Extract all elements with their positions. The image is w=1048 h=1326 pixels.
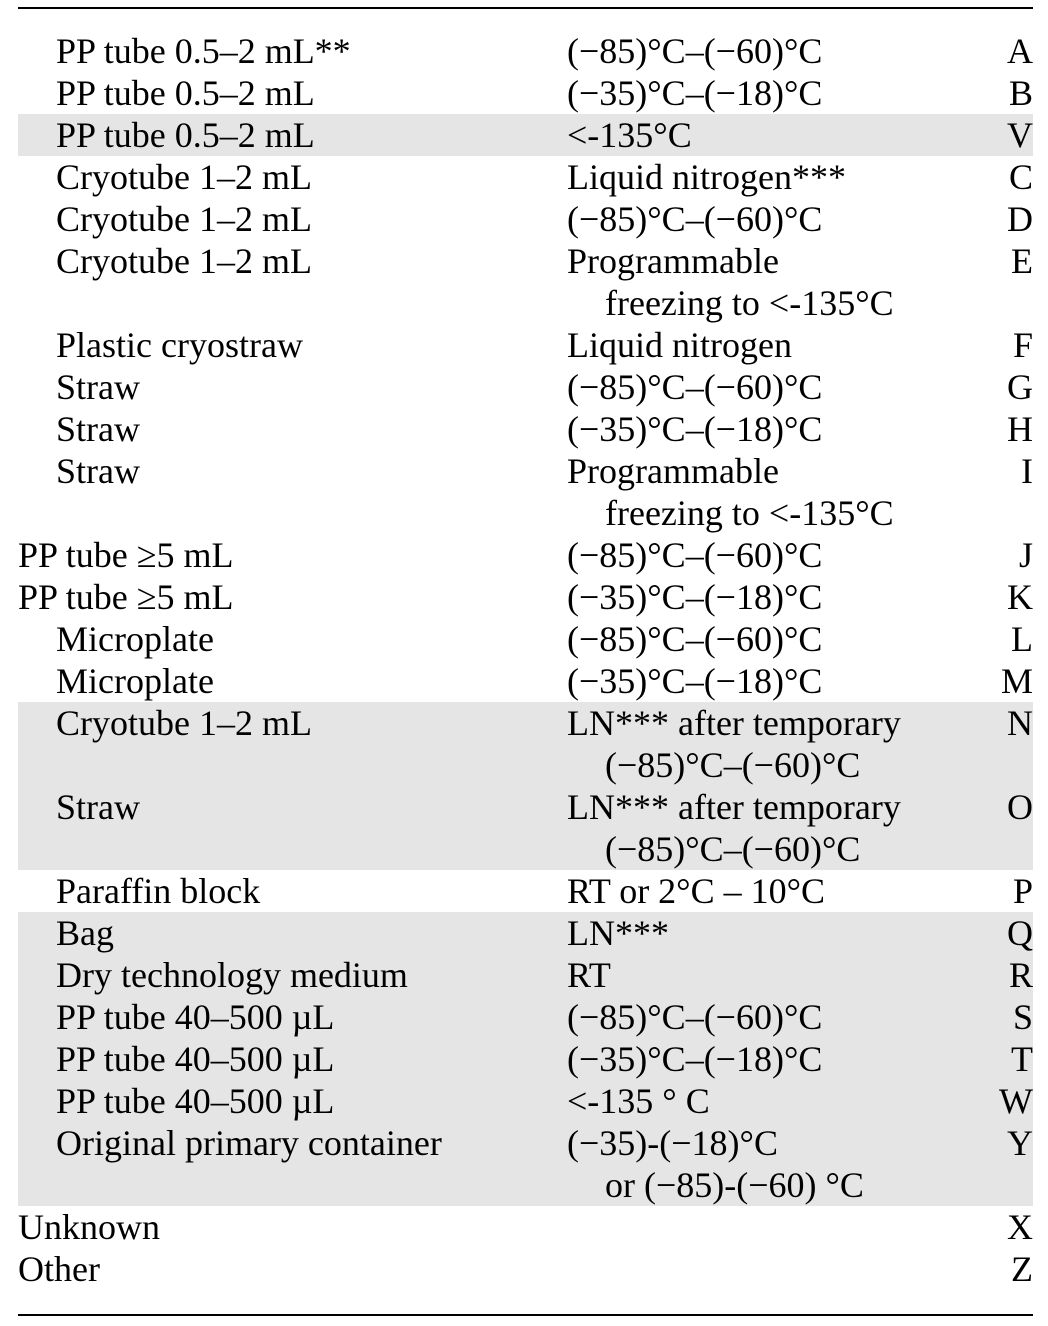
temperature-cell: [567, 618, 822, 660]
table-row: [18, 786, 1033, 870]
container-cell: PP tube 0.5–2 mL: [56, 73, 315, 113]
table-row: [18, 660, 1033, 702]
container-cell: PP tube ≥5 mL: [18, 535, 234, 575]
temperature-text: (−85)°C–(−60)°C: [567, 619, 823, 659]
temperature-cell: [567, 156, 846, 198]
code-cell: F: [1012, 325, 1033, 365]
temperature-text: (−35)°C–(−18)°C: [567, 1039, 823, 1079]
temperature-text: <-135°C: [567, 115, 692, 155]
table-row: [18, 576, 1033, 618]
temperature-text: (−35)°C–(−18)°C: [567, 577, 823, 617]
table-row: [18, 408, 1033, 450]
code-cell: L: [1011, 619, 1033, 659]
container-cell: PP tube ≥5 mL: [18, 577, 234, 617]
container-cell: Microplate: [56, 619, 214, 659]
table-row: [18, 1080, 1033, 1122]
container-cell: Cryotube 1–2 mL: [56, 703, 312, 743]
code-cell: W: [999, 1081, 1033, 1121]
temperature-cell: [567, 870, 825, 912]
container-cell: Straw: [56, 409, 140, 449]
temperature-text: Liquid nitrogen***: [567, 157, 846, 197]
temperature-cell: [567, 912, 669, 954]
temperature-text: (−85)°C–(−60)°C: [567, 31, 823, 71]
table-row: [18, 1038, 1033, 1080]
table-row: [18, 954, 1033, 996]
temperature-text: (−35)°C–(−18)°C: [567, 409, 823, 449]
temperature-cell: [567, 786, 901, 869]
code-cell: M: [1000, 661, 1033, 701]
temperature-cell: [567, 408, 822, 450]
table-row: [18, 618, 1033, 660]
temperature-text: (−85)°C–(−60)°C: [567, 199, 823, 239]
container-cell: Unknown: [18, 1207, 160, 1247]
container-cell: PP tube 0.5–2 mL: [56, 115, 315, 155]
temperature-cell: [567, 996, 822, 1038]
container-cell: Cryotube 1–2 mL: [56, 157, 312, 197]
temperature-text: Liquid nitrogen: [567, 325, 792, 365]
code-cell: P: [1012, 871, 1033, 911]
table-row: [18, 366, 1033, 408]
container-cell: PP tube 40–500 µL: [56, 1039, 335, 1079]
container-cell: Bag: [56, 913, 114, 953]
temperature-cell: [567, 114, 692, 156]
container-cell: Straw: [56, 787, 140, 827]
temperature-text-continued: (−85)°C–(−60)°C: [605, 829, 861, 869]
code-cell: H: [1007, 409, 1033, 449]
temperature-text: RT: [567, 955, 611, 995]
table-row: [18, 240, 1033, 324]
code-cell: Z: [1011, 1249, 1033, 1289]
temperature-cell: [567, 198, 822, 240]
code-cell: A: [1007, 31, 1033, 71]
container-cell: Plastic cryostraw: [56, 325, 303, 365]
table-row: [18, 324, 1033, 366]
temperature-text: (−35)°C–(−18)°C: [567, 661, 823, 701]
temperature-text: <-135 ° C: [567, 1081, 710, 1121]
code-cell: X: [1007, 1207, 1033, 1247]
temperature-cell: [567, 954, 611, 996]
temperature-cell: [567, 534, 822, 576]
code-cell: J: [1018, 535, 1033, 575]
container-cell: Microplate: [56, 661, 214, 701]
temperature-cell: [567, 366, 822, 408]
table-row: [18, 450, 1033, 534]
temperature-text: LN***: [567, 913, 669, 953]
table-row: [18, 114, 1033, 156]
temperature-text-continued: freezing to <-135°C: [605, 283, 894, 323]
code-cell: N: [1007, 703, 1033, 743]
table-row: [18, 30, 1033, 72]
container-cell: PP tube 40–500 µL: [56, 1081, 335, 1121]
code-cell: E: [1011, 241, 1033, 281]
table-row: [18, 1248, 1033, 1290]
temperature-cell: [567, 72, 822, 114]
temperature-cell: [567, 702, 901, 785]
temperature-text-continued: freezing to <-135°C: [605, 493, 894, 533]
table-row: [18, 1206, 1033, 1248]
container-cell: Cryotube 1–2 mL: [56, 241, 312, 281]
container-cell: Straw: [56, 451, 140, 491]
container-cell: Cryotube 1–2 mL: [56, 199, 312, 239]
top-rule: [18, 7, 1033, 9]
table-row: [18, 912, 1033, 954]
code-cell: K: [1007, 577, 1033, 617]
container-cell: Straw: [56, 367, 140, 407]
code-cell: B: [1008, 73, 1033, 113]
temperature-text: (−85)°C–(−60)°C: [567, 997, 823, 1037]
code-cell: D: [1007, 199, 1033, 239]
temperature-text: LN*** after temporary: [567, 703, 901, 743]
temperature-text-continued: or (−85)-(−60) °C: [605, 1165, 864, 1205]
temperature-text: (−85)°C–(−60)°C: [567, 367, 823, 407]
container-cell: PP tube 40–500 µL: [56, 997, 335, 1037]
code-cell: I: [1021, 451, 1033, 491]
temperature-text: Programmable: [567, 241, 779, 281]
temperature-cell: [567, 1080, 710, 1122]
table-row: [18, 996, 1033, 1038]
temperature-cell: [567, 240, 894, 323]
temperature-cell: [567, 576, 822, 618]
code-cell: Q: [1007, 913, 1033, 953]
code-cell: Y: [1007, 1123, 1033, 1163]
container-cell: PP tube 0.5–2 mL**: [56, 31, 351, 71]
temperature-text: Programmable: [567, 451, 779, 491]
temperature-text: (−35)°C–(−18)°C: [567, 73, 823, 113]
bottom-rule: [18, 1314, 1033, 1316]
temperature-text: (−35)-(−18)°C: [567, 1123, 778, 1163]
code-cell: C: [1008, 157, 1033, 197]
table-row: [18, 72, 1033, 114]
temperature-cell: [567, 660, 822, 702]
table-row: [18, 870, 1033, 912]
temperature-text: RT or 2°C – 10°C: [567, 871, 825, 911]
temperature-cell: [567, 450, 894, 533]
code-cell: S: [1012, 997, 1033, 1037]
temperature-cell: [567, 1122, 864, 1205]
container-cell: Other: [18, 1249, 100, 1289]
code-cell: V: [1007, 115, 1033, 155]
code-cell: G: [1007, 367, 1033, 407]
code-cell: O: [1007, 787, 1033, 827]
code-cell: T: [1011, 1039, 1033, 1079]
container-cell: Dry technology medium: [56, 955, 408, 995]
temperature-cell: [567, 1038, 822, 1080]
table-row: [18, 1122, 1033, 1206]
table-row: [18, 198, 1033, 240]
temperature-cell: [567, 30, 822, 72]
table-row: [18, 156, 1033, 198]
code-cell: R: [1008, 955, 1033, 995]
temperature-cell: [567, 324, 792, 366]
temperature-text-continued: (−85)°C–(−60)°C: [605, 745, 861, 785]
container-cell: Paraffin block: [56, 871, 261, 911]
temperature-text: (−85)°C–(−60)°C: [567, 535, 823, 575]
table-row: [18, 702, 1033, 786]
temperature-text: LN*** after temporary: [567, 787, 901, 827]
container-cell: Original primary container: [56, 1123, 442, 1163]
table-row: [18, 534, 1033, 576]
